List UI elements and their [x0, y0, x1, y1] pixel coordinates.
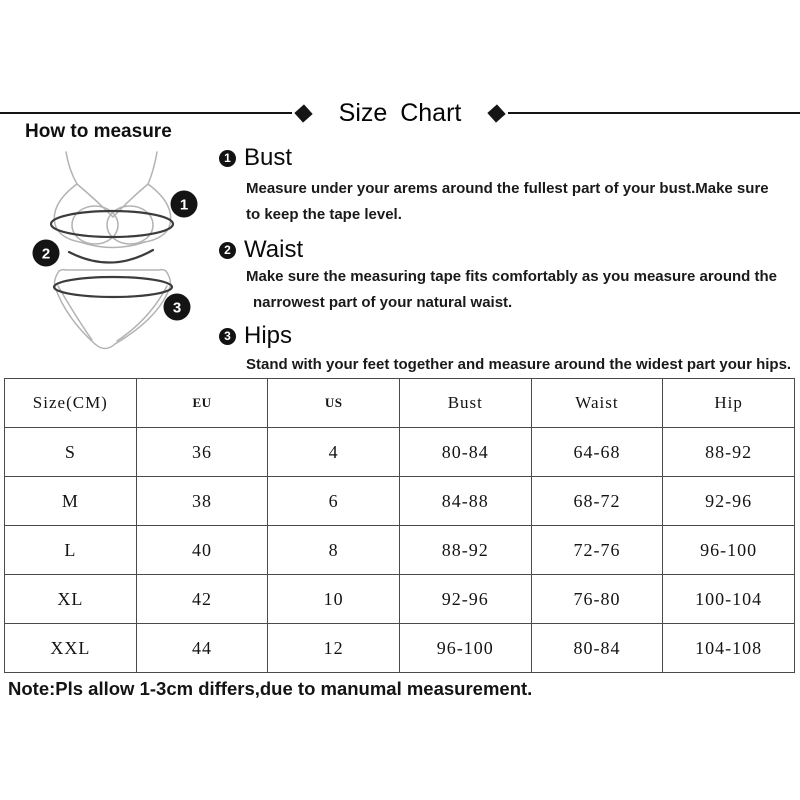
description-line: Measure under your arems around the fullest part of your bust.Make sure	[246, 180, 769, 197]
measure-instructions	[219, 144, 799, 378]
cell-us: 8	[268, 526, 400, 575]
cell-eu: 40	[136, 526, 268, 575]
description-line: Make sure the measuring tape fits comfortably as you measure around the	[246, 268, 777, 285]
column-header-waist: Waist	[531, 379, 663, 428]
title-rule-left	[0, 112, 292, 114]
section-heading	[219, 236, 799, 264]
figure-marker-1-icon	[171, 191, 198, 218]
briefs-drawing	[55, 270, 171, 349]
measure-section-waist	[219, 236, 799, 316]
column-header-size: Size(CM)	[5, 379, 137, 428]
description-line: to keep the tape level.	[246, 206, 402, 223]
section-description	[246, 264, 799, 316]
circled-number-icon: 1	[219, 150, 236, 167]
measure-section-hips	[219, 322, 799, 378]
how-to-measure-heading: How to measure	[25, 121, 172, 142]
cell-bust: 92-96	[399, 575, 531, 624]
cell-eu: 36	[136, 428, 268, 477]
bikini-measure-figure	[18, 140, 218, 375]
column-header-eu: EU	[136, 379, 268, 428]
cell-eu: 42	[136, 575, 268, 624]
cell-hip: 100-104	[663, 575, 795, 624]
size-table-header-row	[5, 379, 795, 428]
section-title: Waist	[244, 236, 304, 263]
hip-tape-line	[54, 277, 172, 297]
column-header-us: US	[268, 379, 400, 428]
cell-us: 4	[268, 428, 400, 477]
column-header-hip: Hip	[663, 379, 795, 428]
cell-us: 6	[268, 477, 400, 526]
cell-us: 12	[268, 624, 400, 673]
cell-hip: 92-96	[663, 477, 795, 526]
cell-eu: 44	[136, 624, 268, 673]
svg-text:1: 1	[179, 196, 189, 214]
circled-number-icon: 3	[219, 328, 236, 345]
cell-size: XL	[5, 575, 137, 624]
table-row	[5, 624, 795, 673]
table-row	[5, 477, 795, 526]
column-header-bust: Bust	[399, 379, 531, 428]
cell-size: M	[5, 477, 137, 526]
cell-hip: 88-92	[663, 428, 795, 477]
cell-bust: 96-100	[399, 624, 531, 673]
cell-eu: 38	[136, 477, 268, 526]
cell-bust: 88-92	[399, 526, 531, 575]
diamond-icon	[294, 104, 312, 122]
size-table	[4, 378, 795, 673]
table-row	[5, 575, 795, 624]
measurement-note: Note:Pls allow 1-3cm differs,due to manumal measurement.	[8, 678, 533, 699]
svg-text:2: 2	[41, 245, 51, 263]
figure-marker-2-icon	[33, 240, 60, 267]
title-rule-right	[508, 112, 800, 114]
cell-waist: 64-68	[531, 428, 663, 477]
table-row	[5, 428, 795, 477]
cell-bust: 80-84	[399, 428, 531, 477]
section-heading	[219, 144, 799, 172]
waist-tape-line	[69, 250, 153, 263]
cell-waist: 76-80	[531, 575, 663, 624]
cell-hip: 104-108	[663, 624, 795, 673]
section-heading	[219, 322, 799, 350]
cell-waist: 68-72	[531, 477, 663, 526]
table-row	[5, 526, 795, 575]
figure-marker-3-icon	[164, 294, 191, 321]
bust-tape-line	[51, 211, 173, 237]
cell-waist: 80-84	[531, 624, 663, 673]
section-title: Bust	[244, 144, 293, 171]
description-line: narrowest part of your natural waist.	[253, 294, 513, 311]
page-title: Size Chart	[338, 98, 462, 127]
description-line: Stand with your feet together and measure around the widest part your hips.	[246, 356, 792, 373]
cell-size: S	[5, 428, 137, 477]
section-description	[246, 176, 799, 228]
svg-text:3: 3	[172, 299, 182, 317]
cell-size: XXL	[5, 624, 137, 673]
section-description	[246, 352, 799, 378]
cell-bust: 84-88	[399, 477, 531, 526]
cell-size: L	[5, 526, 137, 575]
section-title: Hips	[244, 322, 293, 349]
cell-waist: 72-76	[531, 526, 663, 575]
circled-number-icon: 2	[219, 242, 236, 259]
diamond-icon	[488, 104, 506, 122]
cell-us: 10	[268, 575, 400, 624]
measure-section-bust	[219, 144, 799, 228]
cell-hip: 96-100	[663, 526, 795, 575]
